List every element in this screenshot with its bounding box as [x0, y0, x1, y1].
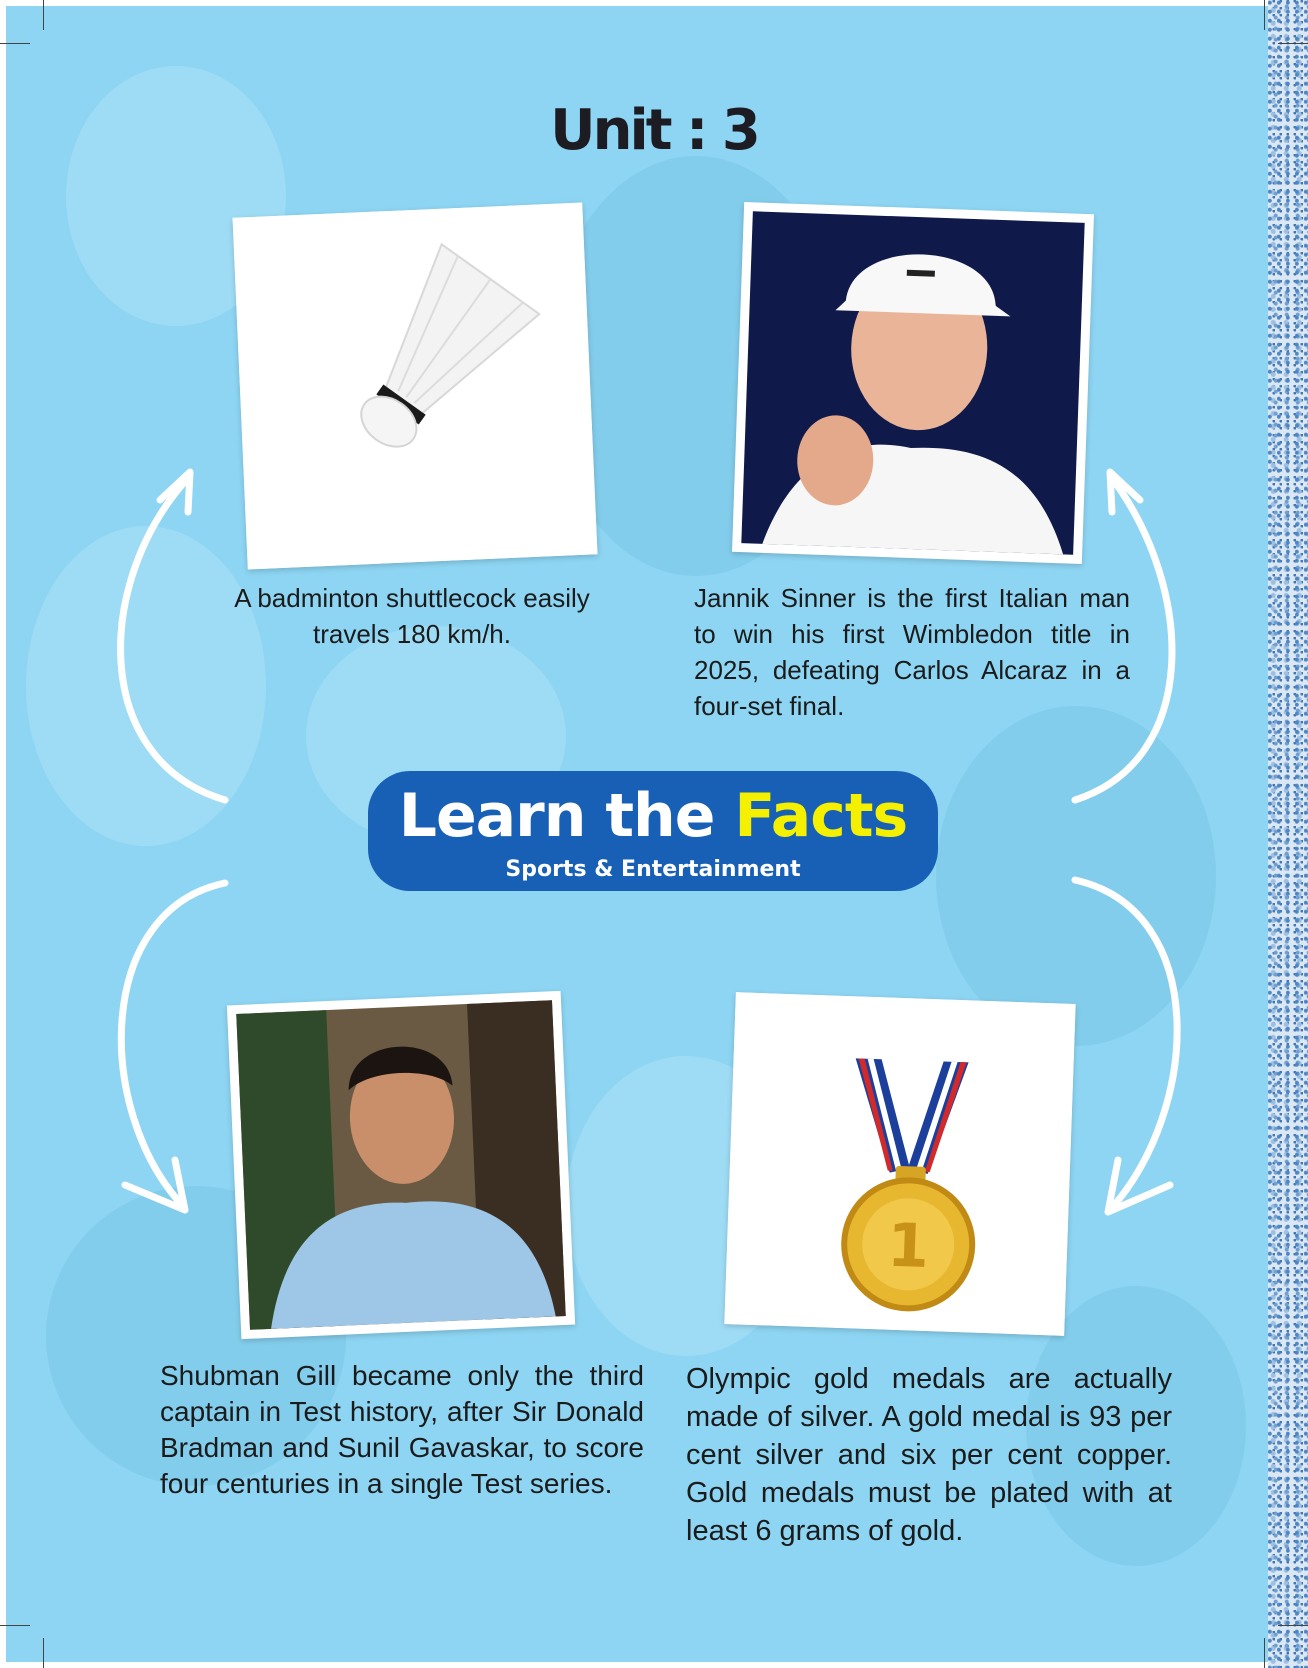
gold-medal-image [724, 992, 1075, 1336]
gill-photo [227, 991, 575, 1339]
arrow-top-left [121, 478, 225, 800]
badge-subtitle: Sports & Entertainment [505, 857, 801, 882]
sinner-photo [732, 202, 1094, 564]
arrow-bottom-left [121, 883, 225, 1205]
caption-shuttlecock: A badminton shuttlecock easily travels 180 km/h. [234, 583, 590, 649]
caption-sinner: Jannik Sinner is the first Italian man to win his first Wimbledon title in 2025, defeating Carlos Alcaraz in a four-set final. [694, 583, 1130, 721]
learn-the-facts-badge [368, 771, 938, 891]
badge-title [368, 781, 938, 851]
shuttlecock-image [232, 203, 597, 570]
shuttlecock-photo [232, 203, 597, 570]
medal-number: 1 [886, 1210, 931, 1283]
medal-photo [724, 992, 1075, 1336]
unit-title: Unit : 3 [550, 98, 758, 163]
arrow-bottom-right [1075, 880, 1177, 1210]
caption-gill: Shubman Gill became only the third captain in Test history, after Sir Donald Bradman and Sunil Gavaskar, to score four centuries in a single Test series. [160, 1360, 644, 1499]
badge-title-highlight: Facts [734, 781, 908, 851]
sinner-portrait-image [732, 202, 1094, 564]
badge-title-text: Learn the [398, 781, 735, 851]
gill-portrait-image [227, 991, 575, 1339]
caption-medal: Olympic gold medals are actually made of silver. A gold medal is 93 per cent silver and six per cent copper. Gold medals must be plated with at least 6 grams of gold. [686, 1363, 1172, 1547]
